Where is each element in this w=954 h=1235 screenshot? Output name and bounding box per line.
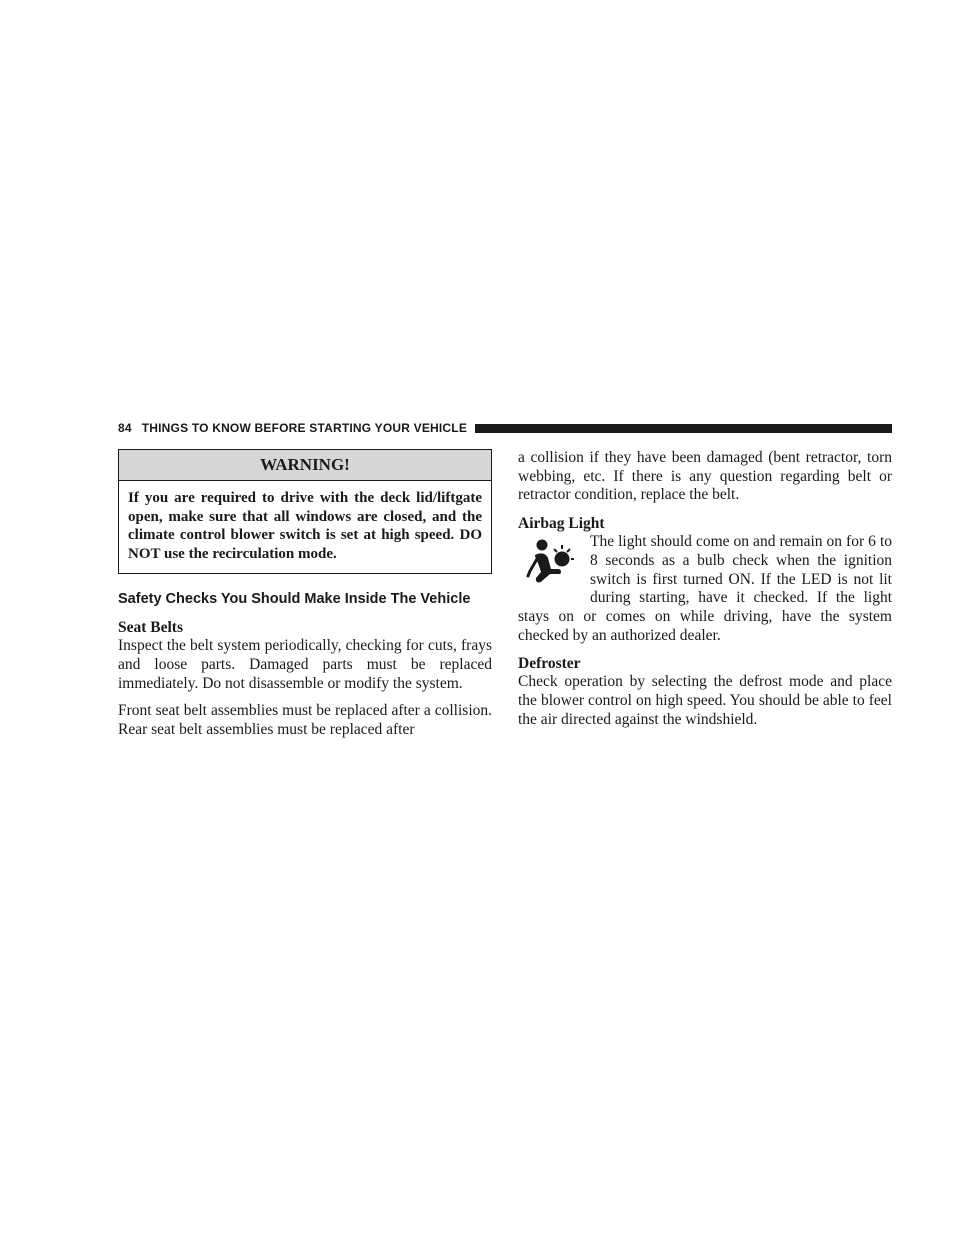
airbag-light-section [518, 533, 892, 645]
seat-belts-paragraph-1: Inspect the belt system periodically, checking for cuts, frays and loose parts. Damaged parts must be replaced immediately. Do not disassemble or modify the system. [118, 637, 492, 692]
section-header-title: THINGS TO KNOW BEFORE STARTING YOUR VEHICLE [141, 421, 468, 435]
left-column [118, 449, 492, 740]
warning-title: WARNING! [119, 450, 491, 481]
page-number: 84 [118, 421, 132, 435]
page-header [118, 419, 892, 437]
warning-body: If you are required to drive with the deck lid/liftgate open, make sure that all windows are closed, and the climate control blower switch is set at high speed. DO NOT use the recirculation mode. [128, 490, 482, 562]
airbag-warning-icon [524, 535, 582, 593]
header-rule [475, 424, 892, 433]
safety-checks-title: Safety Checks You Should Make Inside The Vehicle [118, 591, 471, 608]
defroster-heading: Defroster [518, 655, 581, 673]
seat-belts-paragraph-2-continued: a collision if they have been damaged (bent retractor, torn webbing, etc. If there is any question regarding belt or retractor condition, replace the belt. [518, 449, 892, 504]
right-column [518, 449, 892, 729]
seat-belts-heading: Seat Belts [118, 619, 184, 637]
airbag-light-heading: Airbag Light [518, 515, 605, 533]
warning-box [118, 449, 492, 574]
defroster-body: Check operation by selecting the defrost mode and place the blower control on high speed. You should be able to feel the air directed against the windshield. [518, 673, 892, 728]
seat-belts-paragraph-2: Front seat belt assemblies must be replaced after a collision. Rear seat belt assemblies must be replaced after [118, 702, 492, 739]
airbag-light-body: The light should come on and remain on for 6 to 8 seconds as a bulb check when the ignition switch is first turned ON. If the LED is not lit during starting, have it checked. If the light stays on or comes on while driving, have the system checked by an authorized dealer. [518, 533, 892, 644]
